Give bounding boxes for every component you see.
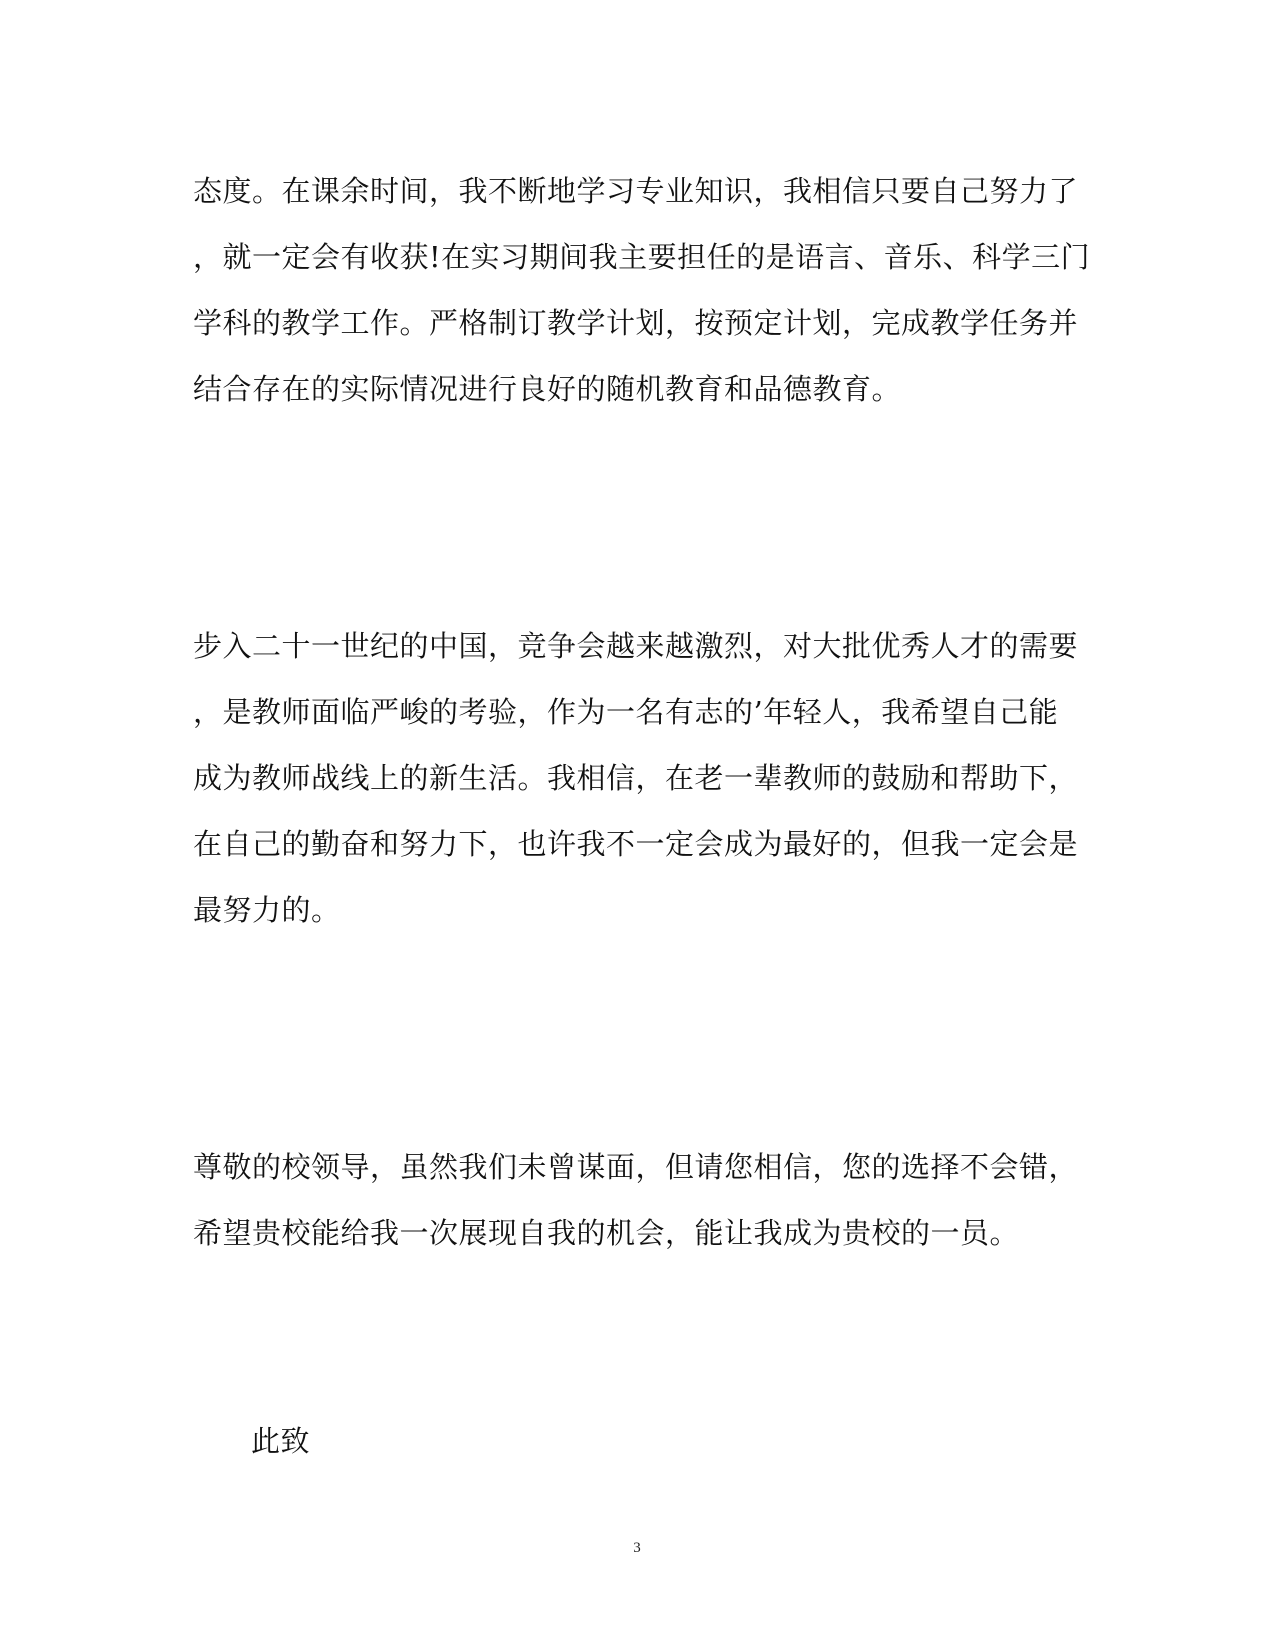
paragraph-line: 希望贵校能给我一次展现自我的机会，能让我成为贵校的一员。 [193,1216,1020,1250]
paragraph-line: 最努力的。 [193,893,341,927]
paragraph-line: 成为教师战线上的新生活。我相信，在老一辈教师的鼓励和帮助下， [193,761,1079,795]
paragraph-line: 态度。在课余时间，我不断地学习专业知识，我相信只要自己努力了 [193,174,1079,208]
paragraph-line: 学科的教学工作。严格制订教学计划，按预定计划，完成教学任务并 [193,306,1079,340]
paragraph-line: 尊敬的校领导，虽然我们未曾谋面，但请您相信，您的选择不会错， [193,1150,1079,1184]
paragraph-line: 结合存在的实际情况进行良好的随机教育和品德教育。 [193,372,902,406]
closing-salutation: 此致 [251,1424,311,1458]
paragraph-line: 在自己的勤奋和努力下，也许我不一定会成为最好的，但我一定会是 [193,827,1079,861]
paragraph-2 [193,613,1093,943]
paragraph-3 [193,1134,1093,1266]
paragraph-line: ，是教师面临严峻的考验，作为一名有志的’年轻人，我希望自己能 [193,695,1059,729]
paragraph-line: 步入二十一世纪的中国，竞争会越来越激烈，对大批优秀人才的需要 [193,629,1079,663]
paragraph-1 [193,158,1093,422]
paragraph-line: ，就一定会有收获!在实习期间我主要担任的是语言、音乐、科学三门 [193,240,1091,274]
page-number: 3 [633,1540,641,1556]
